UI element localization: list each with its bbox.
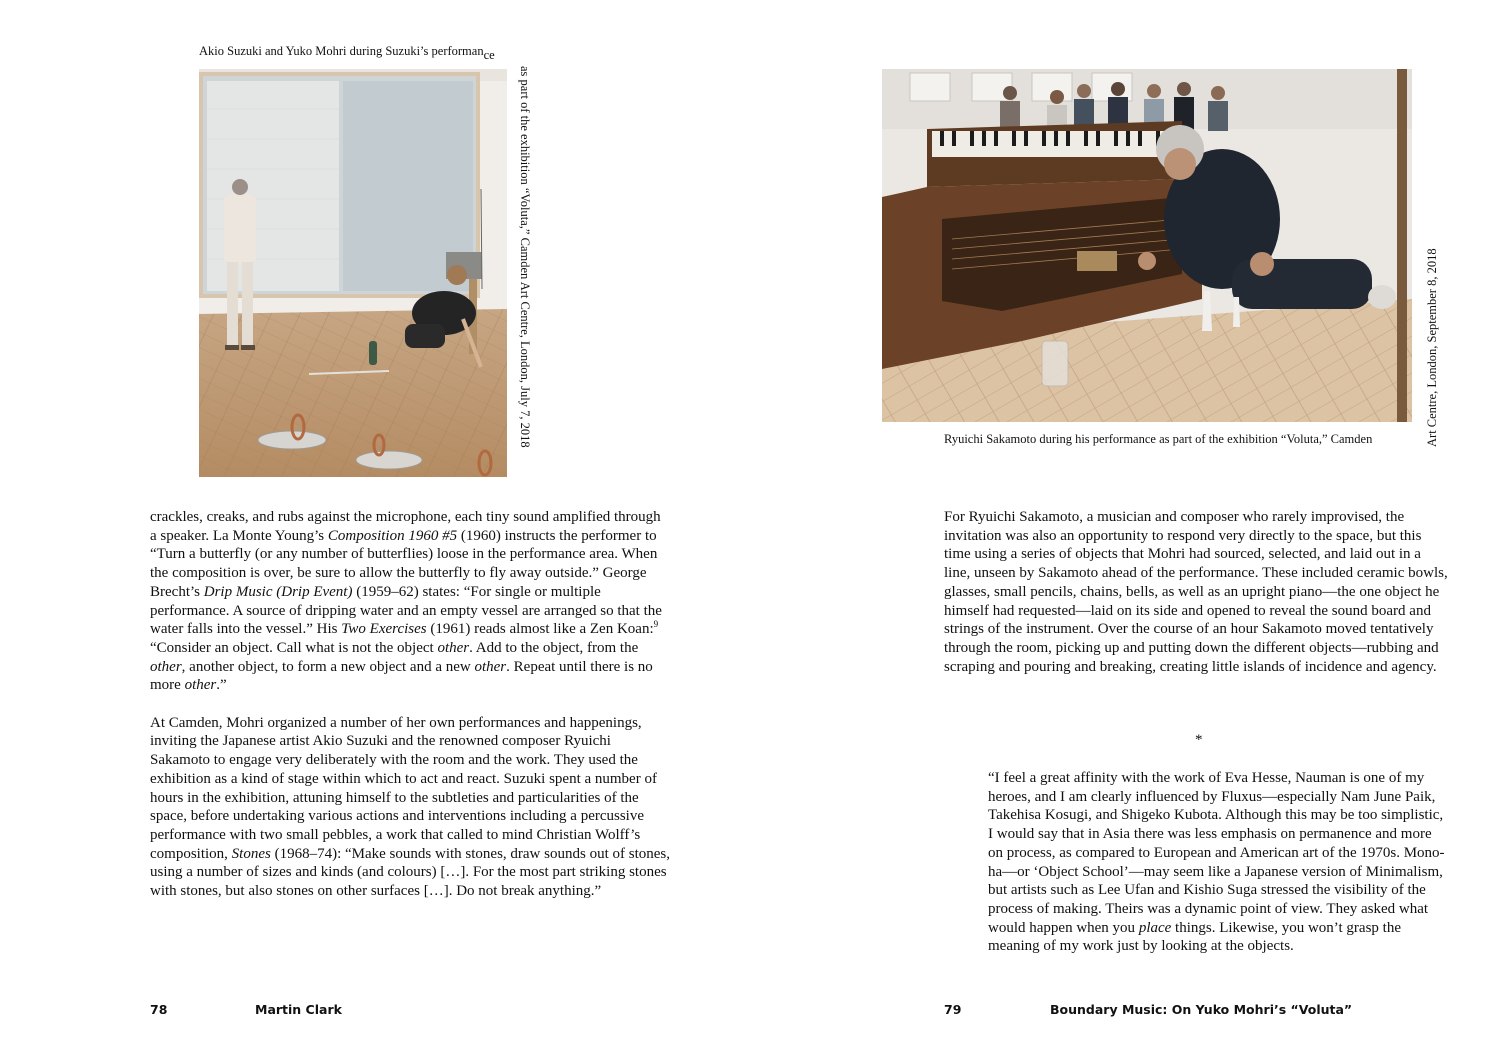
- text-run: (1968–74): “Make sounds with stones, draw sounds out of stones, using a number of sizes and kinds (and colours) […]. For the most part striking stones with stones, but also stones on other surfaces […]. Do not break anything.”: [150, 845, 670, 900]
- left-author-name: Martin Clark: [255, 1002, 342, 1017]
- italic-title: other: [150, 658, 182, 675]
- text-run: “Consider an object. Call what is not the object: [150, 639, 438, 656]
- text-run: . Repeat until there is no more: [150, 658, 653, 694]
- left-photo-caption-vertical: as part of the exhibition “Voluta,” Camden Art Centre, London, July 7, 2018: [518, 66, 532, 448]
- text-run: crackles, creaks, and rubs against the microphone, each tiny sound amplified through a speaker. La Monte Young’s: [150, 509, 661, 544]
- text-run: “I feel a great affinity with the work of Eva Hesse, Nauman is one of my heroes, and I am clearly influenced by Fluxus—especially Nam June Paik, Takehisa Kosugi, and Shigeko Kubota. Although this may be too simplistic, I would say that in Asia there was less emphasis on permanence and more on process, as compared to European and American art of the 1970s. Mono-ha—or ‘Object School’—may seem like a Japanese version of Minimalism, but artists such as Lee Ufan and Kishio Suga stressed the visibility of the process of making. Theirs was a dynamic point of view. They asked what would happen when you: [988, 770, 1445, 936]
- section-separator: *: [1195, 732, 1203, 748]
- right-body-text: [944, 508, 1450, 676]
- right-page-number: 79: [944, 1002, 962, 1017]
- running-title: Boundary Music: On Yuko Mohri’s “Voluta”: [1050, 1002, 1353, 1017]
- text-run: (1960) instructs the performer to “Turn a butterfly (or any number of butterflies) loose in the performance area. When the composition is over, be sure to allow the butterfly to fly away outside.” George Brecht’s: [150, 527, 658, 600]
- text-run: At Camden, Mohri organized a number of her own performances and happenings, inviting the Japanese artist Akio Suzuki and the renowned composer Ryuichi Sakamoto to engage very deliberately with the room and the work. They used the exhibition as a kind of stage within which to act and react. Suzuki spent a number of hours in the exhibition, attuning himself to the subtleties and particularities of the space, before undertaking various actions and interventions including a percussive performance with two small pebbles, a work that called to mind Christian Wolff’s composition,: [150, 714, 657, 862]
- left-body-text: [150, 508, 670, 901]
- italic-title: other: [184, 677, 217, 694]
- left-page-number: 78: [150, 1002, 168, 1017]
- right-photo-caption-vertical: Art Centre, London, September 8, 2018: [1425, 248, 1439, 447]
- text-run: (1959–62) states: “For single or multiple performance. A source of dripping water and an empty vessel are arranged so that the water falls into the vessel.” His: [150, 583, 662, 638]
- right-photo: [882, 69, 1412, 422]
- artist-quote: [988, 769, 1450, 956]
- left-caption-main: Akio Suzuki and Yuko Mohri during Suzuki’s performan: [199, 44, 484, 58]
- text-run: . Add to the object, from the: [469, 639, 639, 656]
- quote-paragraph: [988, 769, 1450, 956]
- text-run: (1961) reads almost like a Zen Koan:: [426, 621, 654, 638]
- left-photo: [199, 69, 507, 477]
- footnote-marker: 9: [653, 619, 659, 630]
- text-run: things. Likewise, you won’t grasp the meaning of my work just by looking at the objects.: [988, 919, 1401, 955]
- italic-title: Drip Music (Drip Event): [203, 583, 353, 600]
- italic-title: Composition 1960 #5: [327, 527, 458, 544]
- italic-title: Stones: [231, 845, 271, 862]
- text-run: For Ryuichi Sakamoto, a musician and composer who rarely improvised, the invitation was also an opportunity to respond very directly to the space, but this time using a series of objects that Mohri had sourced, selected, and laid out in a line, unseen by Sakamoto ahead of the performance. These included ceramic bowls, glasses, small pencils, chains, bells, as well as an upright piano—the one object he himself had requested—laid on its side and opened to reveal the sound board and strings of the instrument. Over the course of an hour Sakamoto moved tentatively through the room, picking up and putting down the different objects—rubbing and scraping and pouring and breaking, creating little islands of incidence and agency.: [944, 509, 1448, 675]
- italic-title: other: [474, 658, 507, 675]
- right-paragraph-1: [944, 508, 1450, 676]
- italic-title: other: [437, 639, 470, 656]
- left-paragraph-1: [150, 508, 670, 695]
- left-caption-tail: ce: [483, 48, 495, 62]
- italic-title: Two Exercises: [341, 621, 427, 638]
- text-run: .”: [216, 677, 227, 694]
- text-run: , another object, to form a new object and a new: [181, 658, 475, 675]
- italic-title: place: [1138, 919, 1172, 936]
- right-photo-caption-bottom: Ryuichi Sakamoto during his performance as part of the exhibition “Voluta,” Camden: [944, 432, 1373, 446]
- left-paragraph-2: [150, 714, 670, 901]
- left-photo-caption-top: [199, 44, 495, 62]
